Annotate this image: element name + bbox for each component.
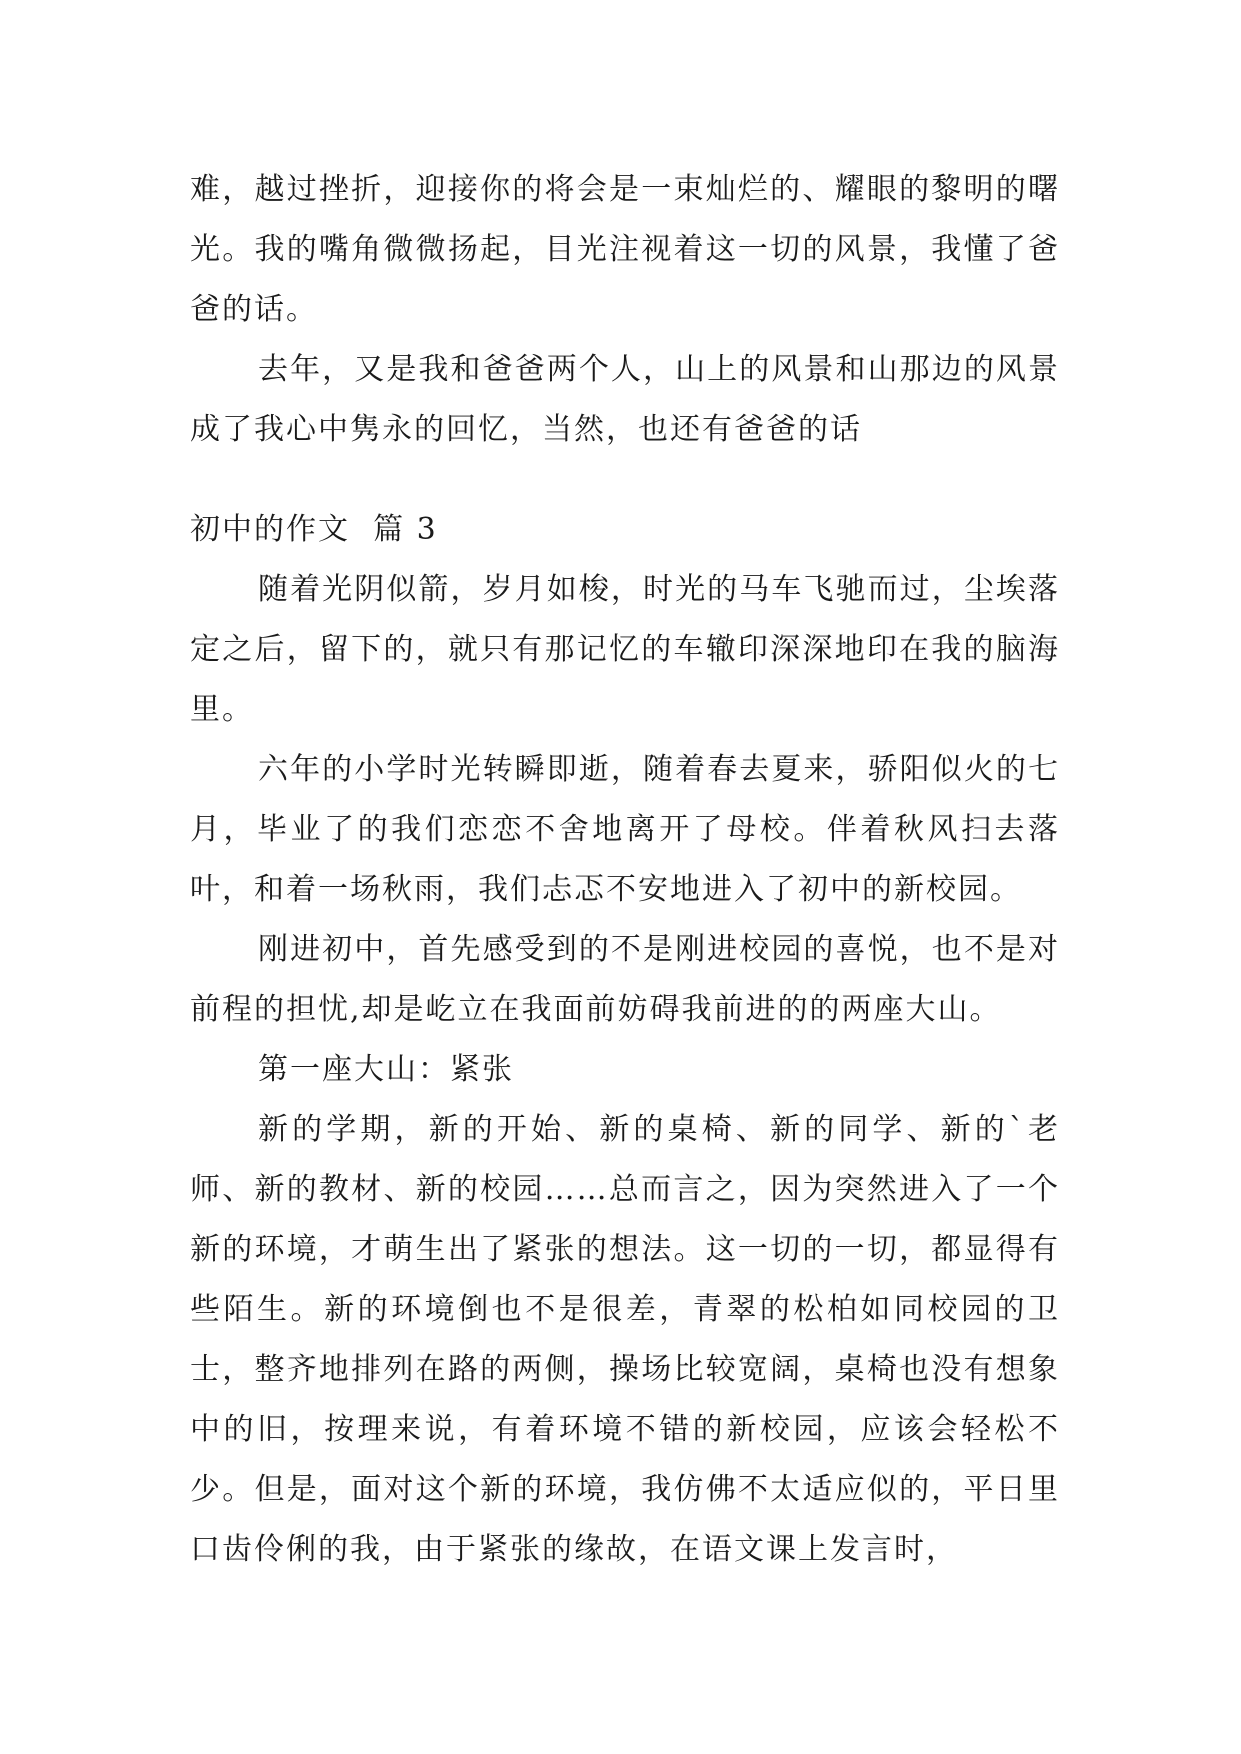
paragraph: 新的学期，新的开始、新的桌椅、新的同学、新的`老师、新的教材、新的校园……总而言之，因为突然进入了一个新的环境，才萌生出了紧张的想法。这一切的一切，都显得有些陌生。新的环境倒也不是很差，青翠的松柏如同校园的卫士，整齐地排列在路的两侧，操场比较宽阔，桌椅也没有想象中的旧，按理来说，有着环境不错的新校园，应该会轻松不少。但是，面对这个新的环境，我仿佛不太适应似的，平日里口齿伶俐的我，由于紧张的缘故，在语文课上发言时， (190, 1112, 1060, 1567)
subheading: 第一座大山：紧张 (258, 1052, 514, 1087)
paragraph-continuation: 难，越过挫折，迎接你的将会是一束灿烂的、耀眼的黎明的曙光。我的嘴角微微扬起，目光注视着这一切的风景，我懂了爸爸的话。 (190, 172, 1060, 327)
section-title: 初中的作文 篇 3 (190, 512, 438, 547)
paragraph: 去年，又是我和爸爸两个人，山上的风景和山那边的风景成了我心中隽永的回忆，当然，也还有爸爸的话 (190, 352, 1060, 447)
section-gap (190, 460, 1060, 500)
paragraph: 刚进初中，首先感受到的不是刚进校园的喜悦，也不是对前程的担忧,却是屹立在我面前妨碍我前进的的两座大山。 (190, 932, 1060, 1027)
paragraph: 随着光阴似箭，岁月如梭，时光的马车飞驰而过，尘埃落定之后，留下的，就只有那记忆的车辙印深深地印在我的脑海里。 (190, 572, 1060, 727)
paragraph: 六年的小学时光转瞬即逝，随着春去夏来，骄阳似火的七月，毕业了的我们恋恋不舍地离开了母校。伴着秋风扫去落叶，和着一场秋雨，我们忐忑不安地进入了初中的新校园。 (190, 752, 1060, 907)
document-body (190, 160, 1060, 1580)
